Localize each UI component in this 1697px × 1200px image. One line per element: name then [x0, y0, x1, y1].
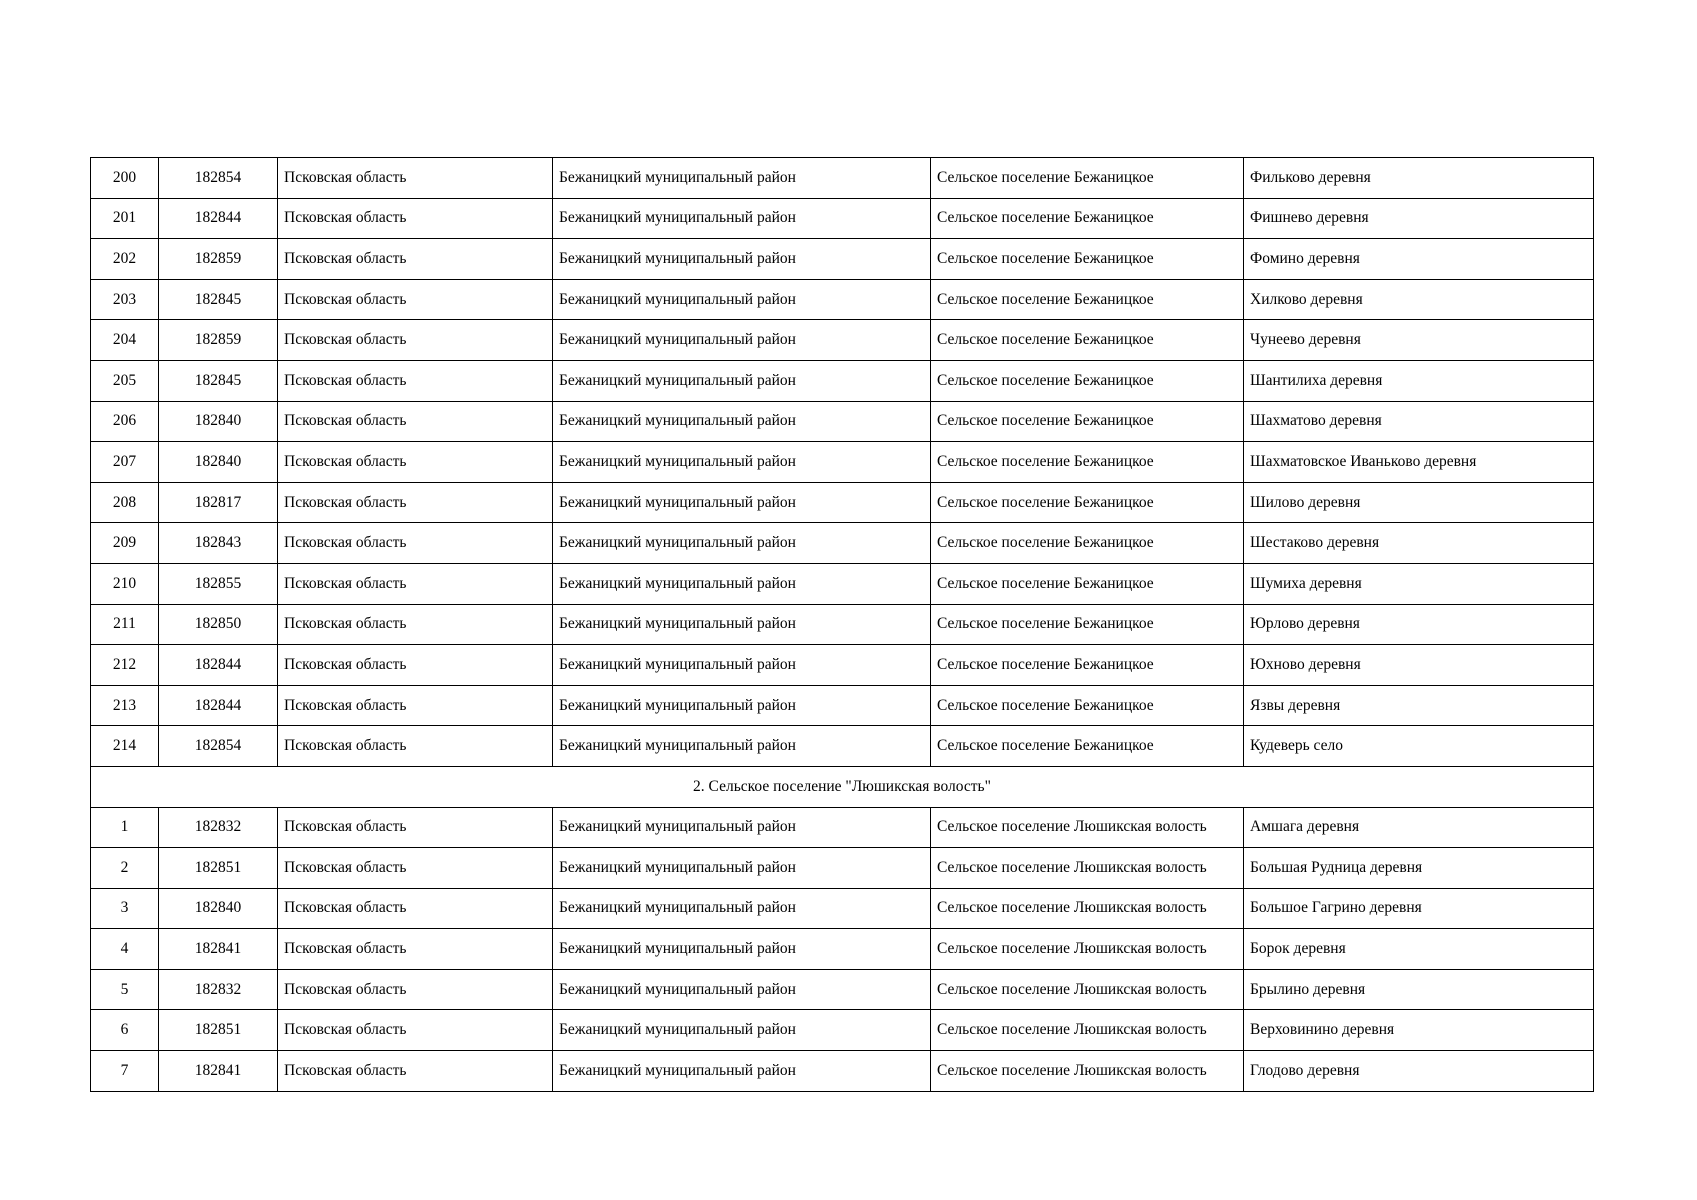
- region-cell: Псковская область: [278, 726, 553, 767]
- postal-index: 182851: [159, 1010, 278, 1051]
- postal-index: 182845: [159, 279, 278, 320]
- postal-index: 182850: [159, 604, 278, 645]
- postal-index: 182832: [159, 969, 278, 1010]
- district-cell: Бежаницкий муниципальный район: [553, 1051, 931, 1092]
- table-row: [91, 563, 1594, 604]
- district-cell: Бежаницкий муниципальный район: [553, 279, 931, 320]
- region-cell: Псковская область: [278, 360, 553, 401]
- district-cell: Бежаницкий муниципальный район: [553, 198, 931, 239]
- row-number: 202: [91, 239, 159, 280]
- row-number: 4: [91, 929, 159, 970]
- settlement-cell: Сельское поселение Люшикская волость: [931, 1051, 1244, 1092]
- settlement-cell: Сельское поселение Бежаницкое: [931, 158, 1244, 199]
- table-row: [91, 969, 1594, 1010]
- row-number: 206: [91, 401, 159, 442]
- locality-cell: Фильково деревня: [1244, 158, 1594, 199]
- row-number: 214: [91, 726, 159, 767]
- region-cell: Псковская область: [278, 888, 553, 929]
- settlement-cell: Сельское поселение Бежаницкое: [931, 604, 1244, 645]
- locality-cell: Большое Гагрино деревня: [1244, 888, 1594, 929]
- table-row: [91, 523, 1594, 564]
- postal-index: 182841: [159, 929, 278, 970]
- region-cell: Псковская область: [278, 563, 553, 604]
- row-number: 212: [91, 645, 159, 686]
- row-number: 5: [91, 969, 159, 1010]
- district-cell: Бежаницкий муниципальный район: [553, 360, 931, 401]
- postal-index: 182859: [159, 320, 278, 361]
- postal-index: 182845: [159, 360, 278, 401]
- locality-cell: Фишнево деревня: [1244, 198, 1594, 239]
- row-number: 209: [91, 523, 159, 564]
- postal-index: 182851: [159, 848, 278, 889]
- region-cell: Псковская область: [278, 807, 553, 848]
- locality-cell: Фомино деревня: [1244, 239, 1594, 280]
- settlement-cell: Сельское поселение Люшикская волость: [931, 848, 1244, 889]
- region-cell: Псковская область: [278, 1051, 553, 1092]
- locality-cell: Кудеверь село: [1244, 726, 1594, 767]
- table-row: [91, 929, 1594, 970]
- locality-cell: Хилково деревня: [1244, 279, 1594, 320]
- postal-index: 182840: [159, 401, 278, 442]
- address-table-body: [91, 158, 1594, 1092]
- locality-cell: Брылино деревня: [1244, 969, 1594, 1010]
- postal-index: 182859: [159, 239, 278, 280]
- settlement-cell: Сельское поселение Люшикская волость: [931, 888, 1244, 929]
- row-number: 211: [91, 604, 159, 645]
- district-cell: Бежаницкий муниципальный район: [553, 482, 931, 523]
- region-cell: Псковская область: [278, 198, 553, 239]
- table-row: [91, 888, 1594, 929]
- row-number: 2: [91, 848, 159, 889]
- row-number: 207: [91, 442, 159, 483]
- region-cell: Псковская область: [278, 523, 553, 564]
- row-number: 210: [91, 563, 159, 604]
- table-row: [91, 279, 1594, 320]
- table-row: [91, 198, 1594, 239]
- settlement-cell: Сельское поселение Бежаницкое: [931, 523, 1244, 564]
- settlement-cell: Сельское поселение Люшикская волость: [931, 969, 1244, 1010]
- table-row: [91, 807, 1594, 848]
- postal-index: 182840: [159, 442, 278, 483]
- table-row: [91, 645, 1594, 686]
- row-number: 205: [91, 360, 159, 401]
- locality-cell: Шестаково деревня: [1244, 523, 1594, 564]
- settlement-cell: Сельское поселение Бежаницкое: [931, 645, 1244, 686]
- postal-index: 182841: [159, 1051, 278, 1092]
- table-row: [91, 401, 1594, 442]
- region-cell: Псковская область: [278, 685, 553, 726]
- table-row: [91, 239, 1594, 280]
- region-cell: Псковская область: [278, 442, 553, 483]
- section-header-row: [91, 766, 1594, 807]
- locality-cell: Шантилиха деревня: [1244, 360, 1594, 401]
- settlement-cell: Сельское поселение Бежаницкое: [931, 360, 1244, 401]
- table-row: [91, 482, 1594, 523]
- district-cell: Бежаницкий муниципальный район: [553, 442, 931, 483]
- region-cell: Псковская область: [278, 401, 553, 442]
- locality-cell: Глодово деревня: [1244, 1051, 1594, 1092]
- settlement-cell: Сельское поселение Бежаницкое: [931, 442, 1244, 483]
- district-cell: Бежаницкий муниципальный район: [553, 848, 931, 889]
- locality-cell: Борок деревня: [1244, 929, 1594, 970]
- postal-index: 182844: [159, 685, 278, 726]
- locality-cell: Шахматовское Иваньково деревня: [1244, 442, 1594, 483]
- locality-cell: Шилово деревня: [1244, 482, 1594, 523]
- locality-cell: Юхново деревня: [1244, 645, 1594, 686]
- district-cell: Бежаницкий муниципальный район: [553, 1010, 931, 1051]
- table-row: [91, 360, 1594, 401]
- address-table: [90, 157, 1594, 1092]
- region-cell: Псковская область: [278, 929, 553, 970]
- locality-cell: Юрлово деревня: [1244, 604, 1594, 645]
- region-cell: Псковская область: [278, 1010, 553, 1051]
- settlement-cell: Сельское поселение Бежаницкое: [931, 279, 1244, 320]
- district-cell: Бежаницкий муниципальный район: [553, 888, 931, 929]
- row-number: 6: [91, 1010, 159, 1051]
- district-cell: Бежаницкий муниципальный район: [553, 563, 931, 604]
- table-row: [91, 442, 1594, 483]
- region-cell: Псковская область: [278, 848, 553, 889]
- locality-cell: Амшага деревня: [1244, 807, 1594, 848]
- region-cell: Псковская область: [278, 158, 553, 199]
- settlement-cell: Сельское поселение Бежаницкое: [931, 239, 1244, 280]
- table-row: [91, 1010, 1594, 1051]
- postal-index: 182840: [159, 888, 278, 929]
- locality-cell: Шахматово деревня: [1244, 401, 1594, 442]
- postal-index: 182817: [159, 482, 278, 523]
- district-cell: Бежаницкий муниципальный район: [553, 401, 931, 442]
- postal-index: 182843: [159, 523, 278, 564]
- locality-cell: Большая Рудница деревня: [1244, 848, 1594, 889]
- district-cell: Бежаницкий муниципальный район: [553, 929, 931, 970]
- district-cell: Бежаницкий муниципальный район: [553, 807, 931, 848]
- postal-index: 182855: [159, 563, 278, 604]
- settlement-cell: Сельское поселение Люшикская волость: [931, 929, 1244, 970]
- postal-index: 182844: [159, 198, 278, 239]
- district-cell: Бежаницкий муниципальный район: [553, 523, 931, 564]
- table-row: [91, 848, 1594, 889]
- district-cell: Бежаницкий муниципальный район: [553, 239, 931, 280]
- district-cell: Бежаницкий муниципальный район: [553, 685, 931, 726]
- district-cell: Бежаницкий муниципальный район: [553, 645, 931, 686]
- locality-cell: Язвы деревня: [1244, 685, 1594, 726]
- settlement-cell: Сельское поселение Бежаницкое: [931, 320, 1244, 361]
- locality-cell: Чунеево деревня: [1244, 320, 1594, 361]
- row-number: 1: [91, 807, 159, 848]
- settlement-cell: Сельское поселение Бежаницкое: [931, 563, 1244, 604]
- district-cell: Бежаницкий муниципальный район: [553, 320, 931, 361]
- table-row: [91, 320, 1594, 361]
- settlement-cell: Сельское поселение Люшикская волость: [931, 1010, 1244, 1051]
- table-row: [91, 604, 1594, 645]
- row-number: 7: [91, 1051, 159, 1092]
- region-cell: Псковская область: [278, 239, 553, 280]
- row-number: 204: [91, 320, 159, 361]
- settlement-cell: Сельское поселение Люшикская волость: [931, 807, 1244, 848]
- district-cell: Бежаницкий муниципальный район: [553, 726, 931, 767]
- locality-cell: Шумиха деревня: [1244, 563, 1594, 604]
- settlement-cell: Сельское поселение Бежаницкое: [931, 685, 1244, 726]
- region-cell: Псковская область: [278, 482, 553, 523]
- postal-index: 182854: [159, 158, 278, 199]
- region-cell: Псковская область: [278, 969, 553, 1010]
- postal-index: 182854: [159, 726, 278, 767]
- row-number: 200: [91, 158, 159, 199]
- settlement-cell: Сельское поселение Бежаницкое: [931, 482, 1244, 523]
- settlement-cell: Сельское поселение Бежаницкое: [931, 726, 1244, 767]
- region-cell: Псковская область: [278, 645, 553, 686]
- row-number: 208: [91, 482, 159, 523]
- table-row: [91, 1051, 1594, 1092]
- table-row: [91, 158, 1594, 199]
- region-cell: Псковская область: [278, 604, 553, 645]
- postal-index: 182844: [159, 645, 278, 686]
- row-number: 213: [91, 685, 159, 726]
- section-title: 2. Сельское поселение "Люшикская волость": [91, 766, 1594, 807]
- settlement-cell: Сельское поселение Бежаницкое: [931, 401, 1244, 442]
- region-cell: Псковская область: [278, 279, 553, 320]
- locality-cell: Верховинино деревня: [1244, 1010, 1594, 1051]
- table-row: [91, 685, 1594, 726]
- district-cell: Бежаницкий муниципальный район: [553, 969, 931, 1010]
- district-cell: Бежаницкий муниципальный район: [553, 604, 931, 645]
- row-number: 3: [91, 888, 159, 929]
- district-cell: Бежаницкий муниципальный район: [553, 158, 931, 199]
- row-number: 203: [91, 279, 159, 320]
- region-cell: Псковская область: [278, 320, 553, 361]
- table-row: [91, 726, 1594, 767]
- postal-index: 182832: [159, 807, 278, 848]
- settlement-cell: Сельское поселение Бежаницкое: [931, 198, 1244, 239]
- row-number: 201: [91, 198, 159, 239]
